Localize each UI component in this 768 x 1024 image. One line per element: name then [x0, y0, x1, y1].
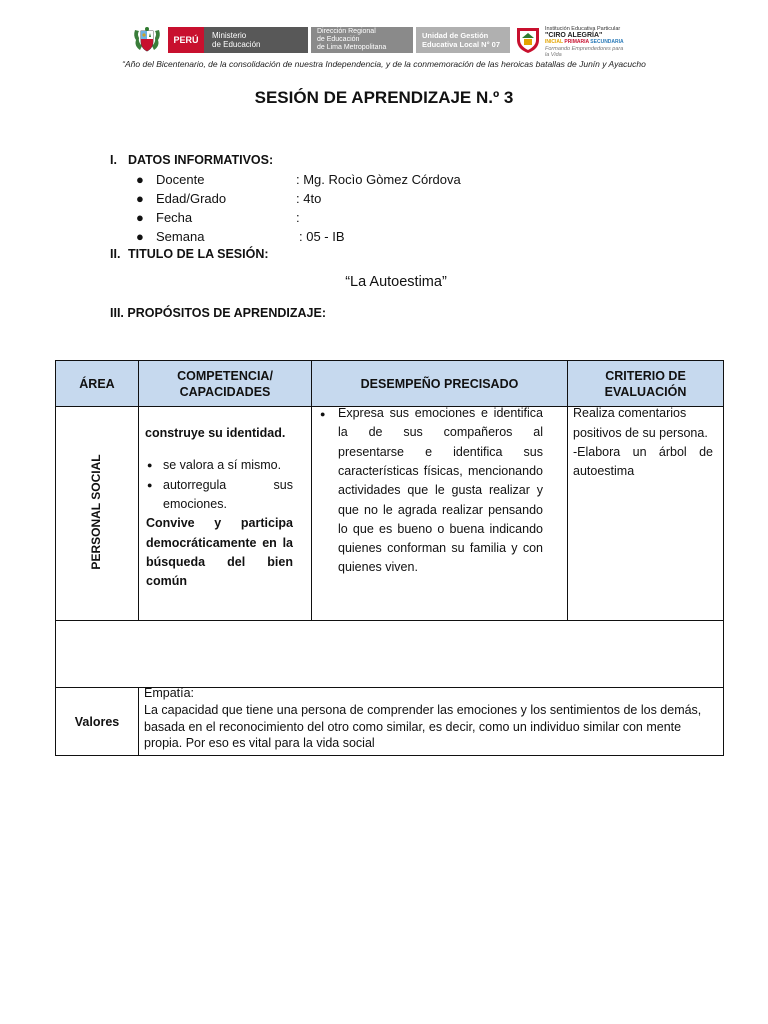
bullet-dot: ●	[136, 229, 144, 244]
document-title: SESIÓN DE APRENDIZAJE N.º 3	[254, 88, 514, 107]
desempeno-line: que no le agrada realizar pensando	[338, 502, 543, 517]
desempeno-line: características físicas, mencionando	[338, 463, 543, 478]
ministerio-educacion-logo: Ministerio de Educación	[204, 27, 308, 53]
competencia-convive-line: búsqueda del bien	[146, 555, 293, 569]
competencia-convive-line: Convive y participa	[146, 516, 293, 530]
desempeno-line: presentarse e identifica sus	[338, 444, 543, 459]
ugel-07-logo: Unidad de Gestión Educativa Local N° 07	[416, 27, 510, 53]
edad-grado-label: Edad/Grado	[156, 191, 227, 206]
school-crest-icon	[515, 26, 541, 54]
criterio-line: Realiza comentarios	[573, 406, 687, 420]
competencia-identidad: construye su identidad.	[145, 426, 286, 440]
section-heading-titulo: TITULO DE LA SESIÓN:	[128, 247, 269, 261]
capacidad-valora: se valora a sí mismo.	[163, 458, 282, 472]
bullet-dot: ●	[320, 409, 326, 419]
capacidad-emociones: emociones.	[163, 497, 227, 511]
bullet-dot: ●	[147, 480, 153, 490]
session-title: “La Autoestima”	[345, 274, 447, 290]
fecha-label: Fecha	[156, 210, 193, 225]
table-header-desempeno: DESEMPEÑO PRECISADO	[311, 360, 568, 407]
empty-row	[55, 620, 724, 688]
competencia-convive-line: democráticamente en la	[146, 536, 293, 550]
valores-line: basada en el reconocimiento del otro como similar, es decir, como un individuo similar con mente	[144, 720, 682, 734]
valores-line: propia. Por eso es vital para la vida social	[144, 736, 375, 750]
desempeno-line: Expresa sus emociones e identifica	[338, 406, 543, 420]
desempeno-line: quienes viven.	[338, 560, 418, 575]
docente-label: Docente	[156, 172, 205, 187]
section-number-1: I.	[110, 153, 117, 167]
table-header-competencia: COMPETENCIA/ CAPACIDADES	[138, 360, 312, 407]
peru-logo: PERÚ	[168, 27, 204, 53]
bullet-dot: ●	[136, 210, 144, 225]
section-heading-datos: DATOS INFORMATIVOS:	[128, 153, 274, 167]
dre-lima-logo: Dirección Regional de Educación de Lima Metropolitana	[311, 27, 413, 53]
school-logo-text: Institución Educativa Particular "CIRO ALEGRÍA" INICIAL PRIMARIA SECUNDARIA Formando Emprendedores para la Vida	[545, 26, 624, 58]
desempeno-line: actividades que le gusta realizar y	[338, 483, 543, 498]
desempeno-line: lo que es bueno o buena indicando	[338, 521, 543, 536]
bullet-dot: ●	[136, 191, 144, 206]
year-motto: “Año del Bicentenario, de la consolidación de nuestra Independencia, y de la conmemoración de las heroicas batallas de Junín y Ayacucho	[122, 59, 646, 69]
section-number-2: II.	[110, 247, 121, 261]
desempeno-line: la de sus compañeros al	[338, 425, 543, 440]
area-label: PERSONAL SOCIAL	[89, 454, 103, 570]
docente-value: : Mg. Rocìo Gòmez Córdova	[296, 172, 461, 187]
fecha-value: :	[296, 210, 300, 225]
peru-coat-of-arms-icon	[132, 26, 162, 54]
table-header-area: ÁREA	[55, 360, 139, 407]
table-header-criterio: CRITERIO DE EVALUACIÓN	[567, 360, 724, 407]
valores-title: Empatía:	[144, 686, 195, 700]
desempeno-line: quienes conforman su familia y con	[338, 541, 543, 556]
criterio-line: -Elabora un árbol de	[573, 445, 713, 459]
section-heading-propositos: III. PROPÓSITOS DE APRENDIZAJE:	[110, 306, 327, 320]
valores-label-cell: Valores	[55, 687, 139, 756]
valores-line: La capacidad que tiene una persona de comprender las emociones y los sentimientos de los demás,	[144, 703, 702, 717]
semana-value: : 05 - IB	[299, 229, 345, 244]
semana-label: Semana	[156, 229, 205, 244]
competencia-convive-line: común	[146, 574, 187, 588]
bullet-dot: ●	[147, 460, 153, 470]
capacidad-autorregula: autorregula sus	[163, 478, 293, 492]
criterio-line: autoestima	[573, 464, 635, 478]
edad-grado-value: : 4to	[296, 191, 322, 206]
criterio-line: positivos de su persona.	[573, 426, 708, 440]
bullet-dot: ●	[136, 172, 144, 187]
